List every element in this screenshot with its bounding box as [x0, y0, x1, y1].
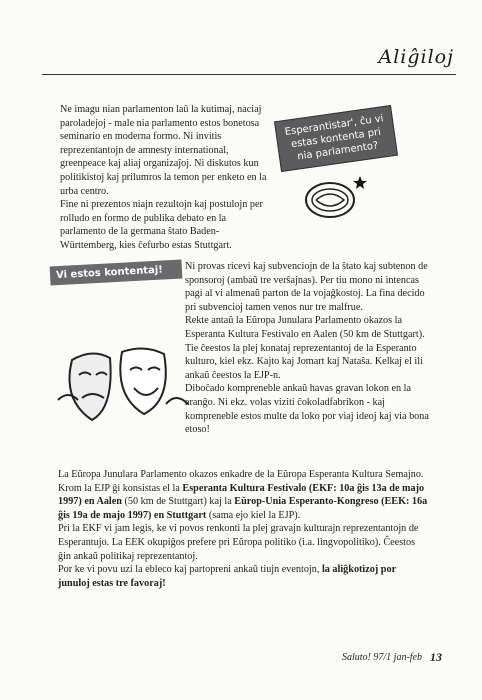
intro-paragraph: Ne imagu nian parlamenton laŭ la kutimaj, naciaj paroladejoj - male nia parlamento estos bonetosa seminario en moderna formo. Ni invitis reprezentantojn de amnesty international, greenpeace kaj aliaj organizaĵoj. Ni diskutos kun politikistoj kaj prilumros la temon per enketo en la urba centro. — [60, 104, 267, 197]
text-span: (sama ejo kiel la EJP). — [206, 509, 301, 521]
festival-paragraph: Rekte antaŭ la Eŭropa Junulara Parlamento okazos la Esperanta Kultura Festivalo en Aalen (50 km de Stuttgart). Tie ĉeestos la plej konataj reprezentantoj de la Esperanto kulturo, kiel ekz. Kajto kaj Jomart kaj Nataŝa. Kelkaj el ili ankaŭ ĉeestos la EJP-n. — [185, 315, 425, 381]
intro-paragraph-2: Fine ni prezentos niajn rezultojn kaj postulojn per rolludo en formo de publika debato en la parlamento de la germana ŝtato Baden-Württemberg, kies ĉefurbo estas Stuttgart. — [60, 199, 263, 251]
text-span: La Eŭropa Junulara Parlamento okazos enkadre de la Eŭropa Esperanta Kultura Semajno. Krom la EJP ĝi konsistas el la — [58, 469, 424, 494]
culture-week-paragraph — [58, 468, 428, 522]
fun-paragraph: Diboĉado kompreneble ankaŭ havas gravan lokon en la aranĝo. Ni ekz. volas viziti ĉokoladfabrikon - kaj kompreneble estos multe da loko por viaj ideoj kaj via bona etoso! — [185, 383, 429, 436]
eek-paragraph: Pri la EKF vi jam legis, ke vi povos renkonti la plej gravajn kulturajn reprezentantojn de Esperantujo. La EEK okupiĝos prefere pri Eŭropa politiko (i.a. lingvopolitiko). Ĉeestos ĝin ankaŭ politikaj reprezentantoj. — [58, 523, 419, 562]
header-divider — [42, 74, 456, 75]
subsidy-paragraph: Ni provas ricevi kaj subvenciojn de la ŝtato kaj subtenon de sponsoroj (ambaŭ tre verŝajnas). Per tiu mono ni intencas pagi al vi almenaŭ parton de la vojaĝkostoj. La fina decido pri subvencioj tamen venos nur tre malfrue. — [185, 261, 428, 313]
footer-issue: Saluto! 97/1 jan-feb — [342, 652, 422, 663]
callout-bubble: Esperantistar', ĉu vi estas kontenta pri nia parlamento? — [274, 105, 398, 172]
page-number: 13 — [430, 650, 442, 664]
fees-paragraph — [58, 563, 428, 590]
text-span: Por ke vi povu uzi la ebleco kaj partopreni ankaŭ tiujn eventojn, — [58, 564, 322, 576]
bold-span: Eŭrop-Unia Esperanto-Kongreso (EEK: 16a ĝis 19a de majo 1997) en Stuttgart — [58, 496, 428, 521]
bottom-section — [58, 468, 428, 590]
bold-span: la aliĝkotizoj por junuloj estas tre favoraj! — [58, 564, 396, 589]
section-banner: Vi estos kontentaj! — [50, 260, 183, 286]
text-span: (50 km de Stuttgart) kaj la — [121, 496, 235, 508]
bold-span: Esperanta Kultura Festivalo (EKF: 10a ĝis 13a de majo 1997) en Aalen — [58, 482, 425, 508]
right-column — [185, 260, 435, 437]
theater-masks-illustration — [52, 330, 192, 430]
page-title: Aliĝiloj — [378, 46, 454, 68]
esperanto-logo — [302, 172, 368, 224]
